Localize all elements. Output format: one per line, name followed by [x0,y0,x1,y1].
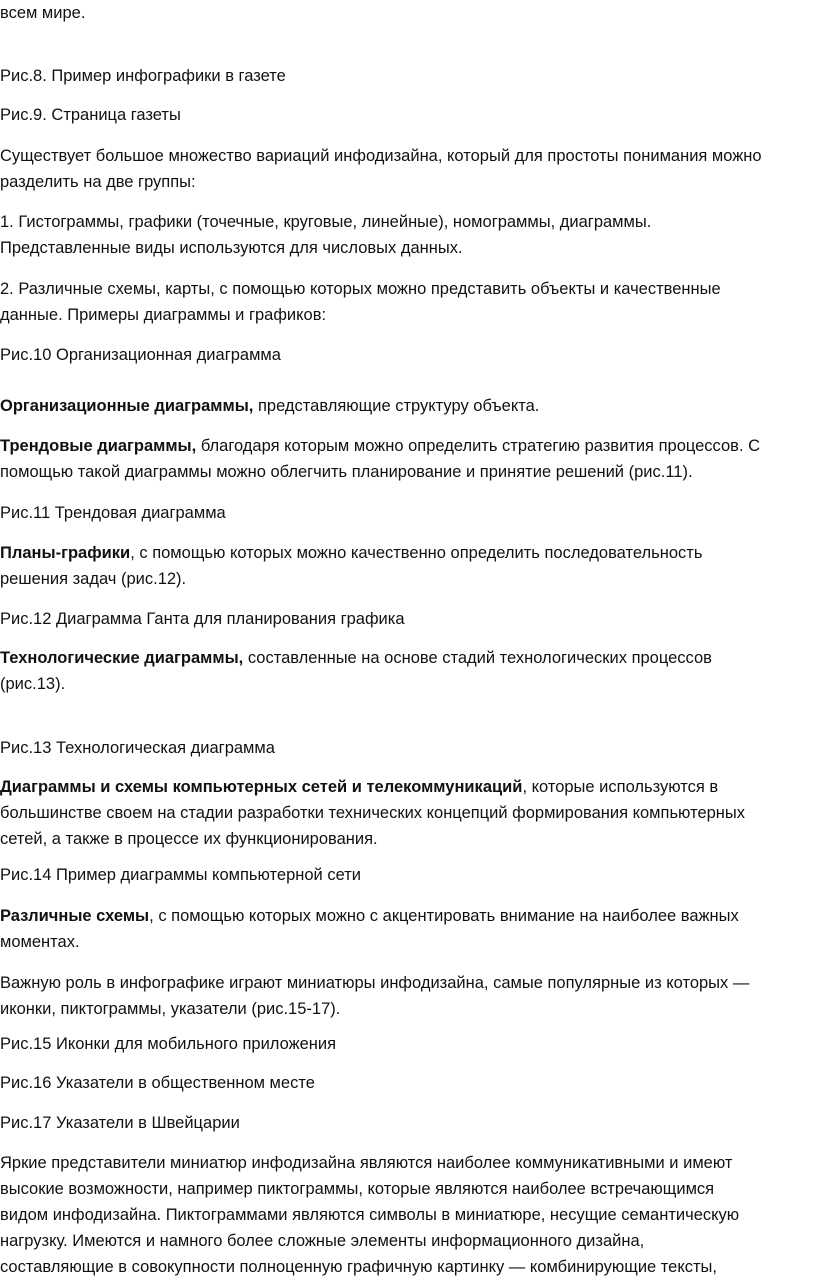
term-description: представляющие структуру объекта. [253,397,540,415]
list-item-line: Представленные виды используются для числовых данных. [0,239,463,257]
term-bold: Трендовые диаграммы, [0,437,197,455]
paragraph-line: иконки, пиктограммы, указатели (рис.15-17). [0,1000,341,1018]
paragraph-line: (рис.13). [0,675,66,693]
term-description: составленные на основе стадий технологических процессов [243,649,712,667]
figure-caption: Рис.16 Указатели в общественном месте [0,1074,315,1092]
figure-caption: Рис.12 Диаграмма Ганта для планирования графика [0,610,405,628]
figure-caption: Рис.14 Пример диаграммы компьютерной сети [0,866,361,884]
term-bold: Планы-графики [0,544,131,562]
list-item-line: 2. Различные схемы, карты, с помощью которых можно представить объекты и качественные [0,280,721,298]
paragraph-line [0,393,539,419]
term-bold: Технологические диаграммы, [0,649,244,667]
term-bold: Диаграммы и схемы компьютерных сетей и телекоммуникаций [0,778,523,796]
paragraph-line [0,433,760,459]
figure-caption: Рис.11 Трендовая диаграмма [0,504,226,522]
figure-caption: Рис.15 Иконки для мобильного приложения [0,1035,337,1053]
paragraph-line: Важную роль в инфографике играют миниатюры инфодизайна, самые популярные из которых — [0,974,750,992]
paragraph-line: моментах. [0,933,80,951]
paragraph-line: Яркие представители миниатюр инфодизайна являются наиболее коммуникативными и имеют [0,1154,733,1172]
term-description: , которые используются в [522,778,719,796]
term-bold: Различные схемы [0,907,150,925]
paragraph-line [0,540,702,566]
term-description: , с помощью которых можно с акцентировать внимание на наиболее важных [149,907,739,925]
paragraph-line: решения задач (рис.12). [0,570,187,588]
term-description: благодаря которым можно определить стратегию развития процессов. С [196,437,761,455]
paragraph-line: нагрузку. Имеются и намного более сложные элементы информационного дизайна, [0,1232,645,1250]
paragraph-line [0,645,712,671]
list-item-line: 1. Гистограммы, графики (точечные, круговые, линейные), номограммы, диаграммы. [0,213,652,231]
term-bold: Организационные диаграммы, [0,397,254,415]
list-item-line: данные. Примеры диаграммы и графиков: [0,306,327,324]
term-description: , с помощью которых можно качественно определить последовательность [130,544,703,562]
figure-caption: Рис.9. Страница газеты [0,106,181,124]
paragraph-line [0,903,739,929]
paragraph-line: сетей, а также в процессе их функционирования. [0,830,378,848]
figure-caption: Рис.13 Технологическая диаграмма [0,739,275,757]
paragraph-line: составляющие в совокупности полноценную графичную картинку — комбинирующие тексты, [0,1258,718,1276]
paragraph-line: всем мире. [0,4,86,22]
paragraph-line: помощью такой диаграммы можно облегчить планирование и принятие решений (рис.11). [0,463,693,481]
paragraph-line: разделить на две группы: [0,173,196,191]
paragraph-line: большинстве своем на стадии разработки технических концепций формирования компьютерных [0,804,746,822]
figure-caption: Рис.17 Указатели в Швейцарии [0,1114,240,1132]
paragraph-line: Существует большое множество вариаций инфодизайна, который для простоты понимания можно [0,147,762,165]
paragraph-line [0,774,718,800]
figure-caption: Рис.10 Организационная диаграмма [0,346,281,364]
figure-caption: Рис.8. Пример инфографики в газете [0,67,286,85]
paragraph-line: видом инфодизайна. Пиктограммами являются символы в миниатюре, несущие семантическую [0,1206,740,1224]
paragraph-line: высокие возможности, например пиктограммы, которые являются наиболее встречающимся [0,1180,715,1198]
